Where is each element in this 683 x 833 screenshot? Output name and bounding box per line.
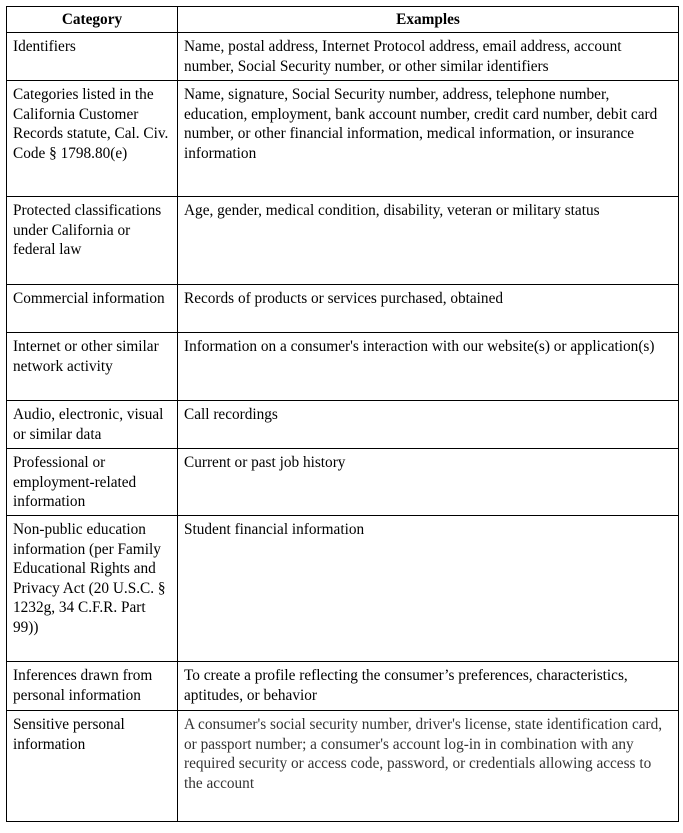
table-row (7, 197, 679, 285)
row-examples: Age, gender, medical condition, disability, veteran or military status (178, 197, 679, 285)
header-examples: Examples (178, 7, 679, 33)
row-examples: Name, postal address, Internet Protocol address, email address, account number, Social Security number, or other similar identifiers (178, 33, 679, 81)
row-examples: Student financial information (178, 516, 679, 662)
row-category: Identifiers (7, 33, 178, 81)
table-row (7, 401, 679, 449)
row-category: Non-public education information (per Family Educational Rights and Privacy Act (20 U.S.C. § 1232g, 34 C.F.R. Part 99)) (7, 516, 178, 662)
row-category: Inferences drawn from personal information (7, 662, 178, 711)
row-examples: Information on a consumer's interaction with our website(s) or application(s) (178, 333, 679, 401)
row-examples: Call recordings (178, 401, 679, 449)
table-row (7, 81, 679, 197)
row-category: Protected classifications under California or federal law (7, 197, 178, 285)
row-examples: Current or past job history (178, 449, 679, 516)
table-row (7, 333, 679, 401)
row-examples: To create a profile reflecting the consumer’s preferences, characteristics, aptitudes, or behavior (178, 662, 679, 711)
row-category: Sensitive personal information (7, 711, 178, 822)
header-category: Category (7, 7, 178, 33)
row-category: Categories listed in the California Customer Records statute, Cal. Civ. Code § 1798.80(e) (7, 81, 178, 197)
row-category: Internet or other similar network activity (7, 333, 178, 401)
row-examples: Name, signature, Social Security number, address, telephone number, education, employment, bank account number, credit card number, debit card number, or other financial information, medical information, or insurance information (178, 81, 679, 197)
row-examples: Records of products or services purchased, obtained (178, 285, 679, 333)
table-row (7, 285, 679, 333)
table-row (7, 516, 679, 662)
categories-table (6, 6, 679, 822)
row-category: Professional or employment-related information (7, 449, 178, 516)
row-examples: A consumer's social security number, driver's license, state identification card, or passport number; a consumer's account log-in in combination with any required security or access code, password, or credentials allowing access to the account (178, 711, 679, 822)
table-header-row (7, 7, 679, 33)
row-category: Commercial information (7, 285, 178, 333)
row-category: Audio, electronic, visual or similar data (7, 401, 178, 449)
table-row (7, 33, 679, 81)
table-row (7, 711, 679, 822)
table-row (7, 449, 679, 516)
table-row (7, 662, 679, 711)
